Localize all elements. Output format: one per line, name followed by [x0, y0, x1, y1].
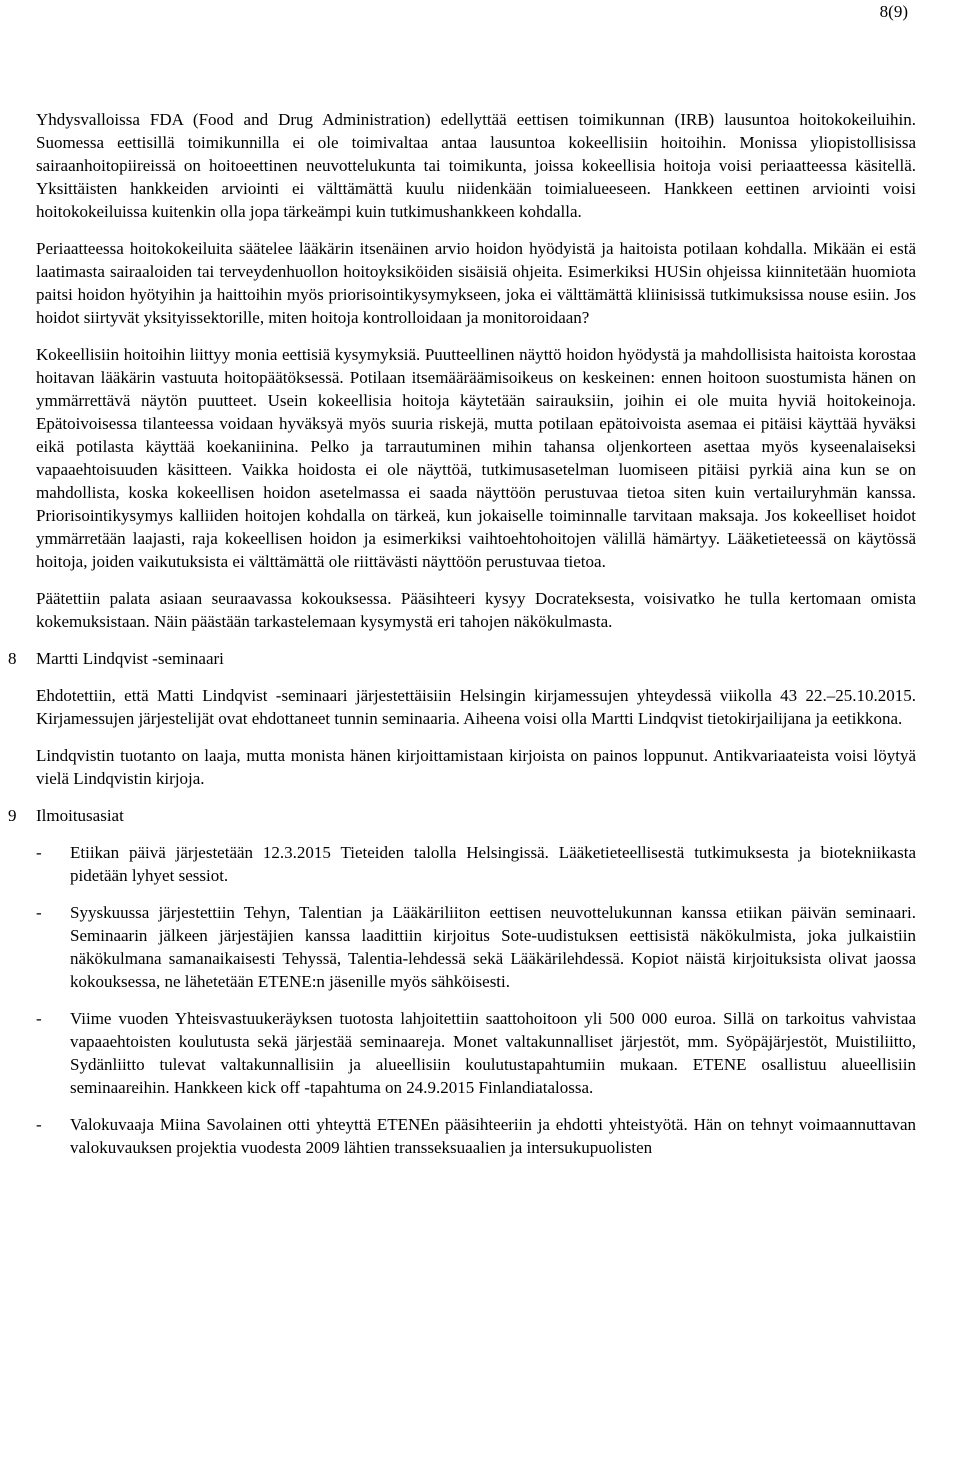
paragraph-decision: Päätettiin palata asiaan seuraavassa kokouksessa. Pääsihteeri kysyy Docrateksesta, voisivatko he tulla kertomaan omista kokemuksistaan. Näin päästään tarkastelemaan kysymystä eri tahojen näkökulmasta. — [36, 589, 916, 631]
list-item-text: Valokuvaaja Miina Savolainen otti yhteyttä ETENEn pääsihteeriin ja ehdotti yhteistyötä. Hän on tehnyt voimaannuttavan valokuvauksen projektia vuodesta 2009 lähtien transseksuaalien ja intersukupuolisten — [70, 1115, 916, 1157]
list-item — [36, 1007, 916, 1099]
bullet-marker: - — [36, 843, 42, 862]
list-item-text: Etiikan päivä järjestetään 12.3.2015 Tieteiden talolla Helsingissä. Lääketieteellisestä tutkimuksesta ja biotekniikasta pidetään lyhyet sessiot. — [70, 843, 916, 885]
section-title: Martti Lindqvist -seminaari — [36, 649, 224, 668]
section-title: Ilmoitusasiat — [36, 806, 124, 825]
paragraph-lindqvist-works: Lindqvistin tuotanto on laaja, mutta monista hänen kirjoittamistaan kirjoista on painos loppunut. Antikvariaateista voisi löytyä vielä Lindqvistin kirjoja. — [36, 746, 916, 788]
paragraph-seminar-proposal: Ehdotettiin, että Matti Lindqvist -seminaari järjestettäisiin Helsingin kirjamessujen yhteydessä viikolla 43 22.–25.10.2015. Kirjamessujen järjestelijät ovat ehdottaneet tunnin seminaaria. Aiheena voisi olla Martti Lindqvist tietokirjailijana ja eetikkona. — [36, 686, 916, 728]
list-item-text: Viime vuoden Yhteisvastuukeräyksen tuotosta lahjoitettiin saattohoitoon yli 500 000 euroa. Sillä on tarkoitus vahvistaa vapaaehtoisten koulutusta sekä järjestää seminaareja. Monet valtakunnalliset järjestöt, mm. Syöpäjärjestöt, Muistiliitto, Sydänliitto tulevat valtakunnallisiin ja alueellisiin koulutustapahtumiin mukaan. ETENE osallistuu alueellisiin seminaareihin. Hankkeen kick off -tapahtuma on 24.9.2015 Finlandiatalossa. — [70, 1009, 916, 1097]
section-number: 9 — [8, 806, 17, 825]
section-heading-8 — [8, 647, 916, 670]
paragraph-fda-irb: Yhdysvalloissa FDA (Food and Drug Administration) edellyttää eettisen toimikunnan (IRB) lausuntoa hoitokokeiluihin. Suomessa eettisillä toimikunnilla ei ole toimivaltaa antaa lausuntoa kokeellisiin hoitoihin. Monissa yliopistollisissa sairaanhoitopiireissä on hoitoeettinen neuvottelukunta tai toimikunta, joissa kokeellisia hoitoja voisi periaatteessa käsitellä. Yksittäisten hankkeiden arviointi ei välttämättä kuulu niidenkään toimialueeseen. Hankkeen eettinen arviointi voisi hoitokokeiluissa kuitenkin olla jopa tärkeämpi kuin tutkimushankkeen kohdalla. — [36, 110, 916, 221]
list-item — [36, 901, 916, 993]
document-body — [8, 108, 916, 1173]
list-item — [36, 1113, 916, 1159]
bullet-marker: - — [36, 1009, 42, 1028]
bullet-marker: - — [36, 1115, 42, 1134]
paragraph-treatment-trials-regulation: Periaatteessa hoitokokeiluita säätelee lääkärin itsenäinen arvio hoidon hyödyistä ja haitoista potilaan kohdalla. Mikään ei estä laatimasta sairaaloiden tai terveydenhuollon hoitoyksiköiden sisäisiä ohjeita. Esimerkiksi HUSin ohjeissa kiinnitetään huomiota paitsi hoidon hyötyihin ja haittoihin myös priorisointikysymykseen, joka ei välttämättä kliinisissä tutkimuksissa nouse esiin. Jos hoidot siirtyvät yksityissektorille, miten hoitoja kontrolloidaan ja monitoroidaan? — [36, 239, 916, 327]
section-number: 8 — [8, 649, 17, 668]
page-number: 8(9) — [879, 2, 908, 21]
bullet-marker: - — [36, 903, 42, 922]
list-item-text: Syyskuussa järjestettiin Tehyn, Talentian ja Lääkäriliiton eettisen neuvottelukunnan kanssa etiikan päivän seminaari. Seminaarin jälkeen järjestäjien kanssa laadittiin kirjoitus Sote-uudistuksen eettisistä näkökulmista, joka julkaistiin näkökulmana samanaikaisesti Tehyssä, Talentia-lehdessä sekä Lääkärilehdessä. Kopiot näistä kirjoituksista olivat jaossa kokouksessa, ne lähetetään ETENE:n jäsenille myös sähköisesti. — [70, 903, 916, 991]
section-heading-9 — [8, 804, 916, 827]
list-item — [36, 841, 916, 887]
announcements-list — [36, 841, 916, 1159]
paragraph-ethical-questions: Kokeellisiin hoitoihin liittyy monia eettisiä kysymyksiä. Puutteellinen näyttö hoidon hyödystä ja mahdollisista haitoista korostaa hoitavan lääkärin vastuuta hoitopäätöksessä. Potilaan itsemääräämisoikeus on keskeinen: ennen hoitoon suostumista hänen on ymmärrettävä näytön puutteet. Usein kokeellisia hoitoja käytetään sairauksiin, joihin ei ole muita hyviä hoitokeinoja. Epätoivoisessa tilanteessa voidaan hyväksyä myös suuria riskejä, mutta potilaan epätoivoista asemaa ei pitäisi käyttää hyväksi eikä potilasta käyttää koekaniinina. Pelko ja tarrautuminen mihin tahansa oljenkorteen asettaa myös kyseenalaiseksi vapaaehtoisuuden käsitteen. Vaikka hoidosta ei ole näyttöä, tutkimusasetelman luomiseen pitäisi pyrkiä aina kun se on mahdollista, koska kokeellisen hoidon asetelmassa ei saada näyttöön perustuvaa tietoa siten kuin vertailuryhmän kanssa. Priorisointikysymys kalliiden hoitojen kohdalla on tärkeä, kun jokaiselle toiminnalle tarvitaan maksaja. Jos kokeelliset hoidot ymmärretään laajasti, raja kokeellisen hoidon ja esimerkiksi vaihtoehtohoitojen välillä hämärtyy. Lääketieteessä on käytössä hoitoja, joiden vaikutuksista ei välttämättä ole riittävästi näyttöön perustuvaa tietoa. — [36, 345, 916, 571]
